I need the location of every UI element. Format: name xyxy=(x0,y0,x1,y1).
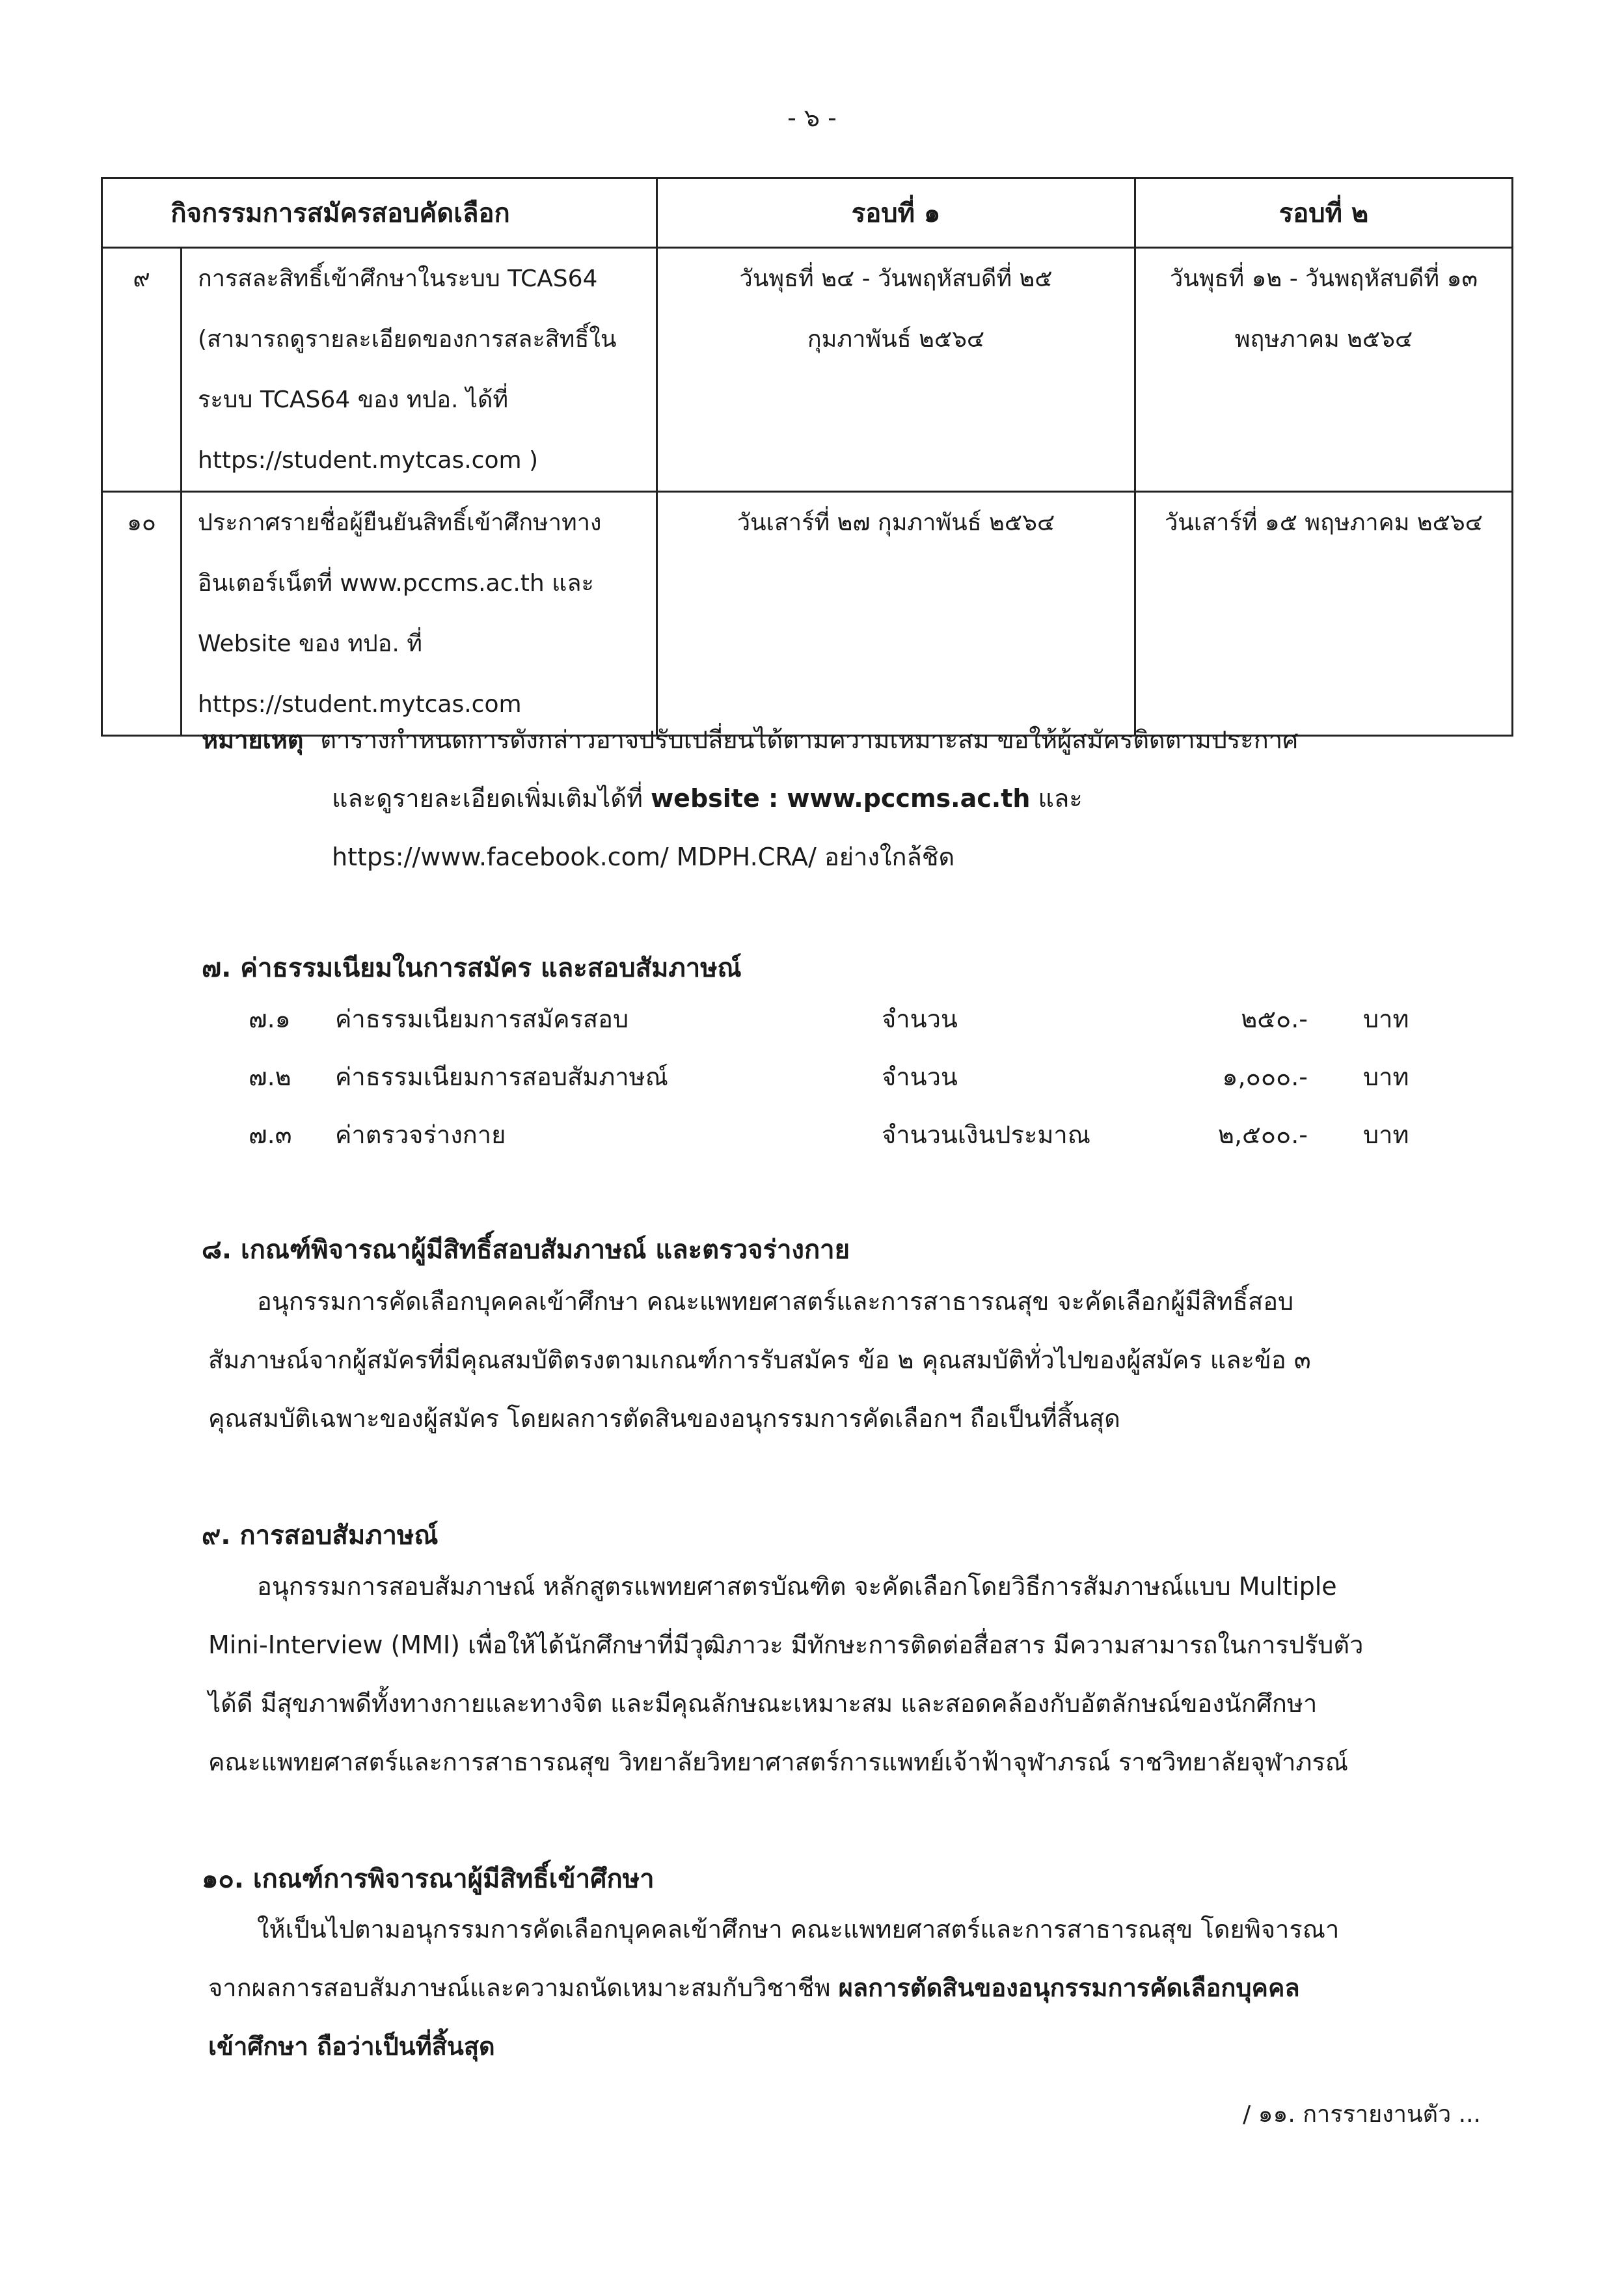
fee-unit: บาท xyxy=(1363,1063,1409,1091)
table-header-row xyxy=(102,178,1513,248)
round2-cell xyxy=(1135,492,1513,736)
activity-cell xyxy=(182,492,657,736)
body-line: Mini-Interview (MMI) เพื่อให้ได้นักศึกษาที่มีวุฒิภาวะ มีทักษะการติดต่อสื่อสาร มีความสามารถในการปรับตัว xyxy=(208,1631,1364,1659)
fee-code: ๗.๒ xyxy=(249,1063,291,1091)
row-number xyxy=(102,248,182,492)
body-line xyxy=(208,1959,1464,2017)
fee-label: จำนวน xyxy=(882,1005,958,1033)
header-activity: กิจกรรมการสมัครสอบคัดเลือก xyxy=(102,178,657,248)
activity-line: ประกาศรายชื่อผู้ยืนยันสิทธิ์เข้าศึกษาทาง xyxy=(198,509,602,536)
body-line: อนุกรรมการคัดเลือกบุคคลเข้าศึกษา คณะแพทยศาสตร์และการสาธารณสุข จะคัดเลือกผู้มีสิทธิ์สอบ xyxy=(257,1287,1294,1316)
fee-amount: ๒๕๐.- xyxy=(1241,1005,1308,1033)
round2-line: วันเสาร์ที่ ๑๕ พฤษภาคม ๒๕๖๔ xyxy=(1165,509,1483,536)
body-line: คณะแพทยศาสตร์และการสาธารณสุข วิทยาลัยวิทยาศาสตร์การแพทย์เจ้าฟ้าจุฬาภรณ์ ราชวิทยาลัยจุฬาภรณ์ xyxy=(208,1748,1349,1776)
fee-code: ๗.๓ xyxy=(249,1120,292,1149)
note-text: และ xyxy=(1030,784,1083,813)
note-line xyxy=(202,769,1298,828)
page-number: - ๖ - xyxy=(787,103,837,132)
activity-cell xyxy=(182,248,657,492)
section8-heading: ๘. เกณฑ์พิจารณาผู้มีสิทธิ์สอบสัมภาษณ์ และตรวจร่างกาย xyxy=(202,1235,850,1265)
body-bold-text: เข้าศึกษา ถือว่าเป็นที่สิ้นสุด xyxy=(208,2032,495,2061)
fee-amount: ๒,๕๐๐.- xyxy=(1217,1120,1308,1149)
note-line xyxy=(202,711,1298,769)
section10-heading: ๑๐. เกณฑ์การพิจารณาผู้มีสิทธิ์เข้าศึกษา xyxy=(202,1864,655,1894)
fee-label: จำนวน xyxy=(882,1063,958,1091)
note-text: ตารางกำหนดการดังกล่าวอาจปรับเปลี่ยนได้ตามความเหมาะสม ขอให้ผู้สมัครติดตามประกาศ xyxy=(320,725,1299,754)
round2-line: วันพุธที่ ๑๒ - วันพฤหัสบดีที่ ๑๓ xyxy=(1169,265,1478,292)
note-label: หมายเหตุ xyxy=(202,725,304,754)
fee-amount: ๑,๐๐๐.- xyxy=(1222,1063,1308,1091)
fee-label: จำนวนเงินประมาณ xyxy=(882,1120,1090,1149)
schedule-table xyxy=(101,177,1513,737)
body-line: คุณสมบัติเฉพาะของผู้สมัคร โดยผลการตัดสินของอนุกรรมการคัดเลือกฯ ถือเป็นที่สิ้นสุด xyxy=(208,1404,1120,1433)
activity-line: Website ของ ทปอ. ที่ xyxy=(198,630,423,657)
round1-cell xyxy=(657,248,1135,492)
note-website: website : www.pccms.ac.th xyxy=(651,784,1031,813)
table-row xyxy=(102,492,1513,736)
note-block xyxy=(202,711,1298,886)
body-text: จากผลการสอบสัมภาษณ์และความถนัดเหมาะสมกับวิชาชีพ xyxy=(208,1973,839,2002)
header-round1: รอบที่ ๑ xyxy=(657,178,1135,248)
round1-line: วันพุธที่ ๒๔ - วันพฤหัสบดีที่ ๒๕ xyxy=(739,265,1053,292)
body-line: ให้เป็นไปตามอนุกรรมการคัดเลือกบุคคลเข้าศึกษา คณะแพทยศาสตร์และการสาธารณสุข โดยพิจารณา xyxy=(257,1915,1340,1944)
activity-line: ระบบ TCAS64 ของ ทปอ. ได้ที่ xyxy=(198,386,509,413)
header-round2: รอบที่ ๒ xyxy=(1135,178,1513,248)
section9-body xyxy=(208,1557,1464,1791)
activity-line: (สามารถดูรายละเอียดของการสละสิทธิ์ใน xyxy=(198,326,617,353)
round1-line: วันเสาร์ที่ ๒๗ กุมภาพันธ์ ๒๕๖๔ xyxy=(737,509,1055,536)
row-number-text: ๑๐ xyxy=(127,509,156,536)
section9-heading: ๙. การสอบสัมภาษณ์ xyxy=(202,1521,439,1551)
continuation-footer: / ๑๑. การรายงานตัว ... xyxy=(1243,2101,1481,2128)
fee-code: ๗.๑ xyxy=(249,1005,291,1033)
round2-line: พฤษภาคม ๒๕๖๔ xyxy=(1234,326,1413,353)
body-line: สัมภาษณ์จากผู้สมัครที่มีคุณสมบัติตรงตามเกณฑ์การรับสมัคร ข้อ ๒ คุณสมบัติทั่วไปของผู้สมัคร และข้อ ๓ xyxy=(208,1346,1311,1374)
round2-cell xyxy=(1135,248,1513,492)
body-line: ได้ดี มีสุขภาพดีทั้งทางกายและทางจิต และมีคุณลักษณะเหมาะสม และสอดคล้องกับอัตลักษณ์ของนักศึกษา xyxy=(208,1689,1318,1718)
table-row xyxy=(102,248,1513,492)
fee-name: ค่าธรรมเนียมการสอบสัมภาษณ์ xyxy=(335,1063,668,1091)
fee-name: ค่าธรรมเนียมการสมัครสอบ xyxy=(335,1005,629,1033)
note-text: https://www.facebook.com/ MDPH.CRA/ อย่างใกล้ชิด xyxy=(332,843,955,871)
row-number xyxy=(102,492,182,736)
section10-body xyxy=(208,1900,1464,2076)
section8-body xyxy=(208,1272,1464,1448)
round1-cell xyxy=(657,492,1135,736)
fee-unit: บาท xyxy=(1363,1005,1409,1033)
section7-heading: ๗. ค่าธรรมเนียมในการสมัคร และสอบสัมภาษณ์ xyxy=(202,953,742,983)
activity-line: การสละสิทธิ์เข้าศึกษาในระบบ TCAS64 xyxy=(198,265,598,292)
round1-line: กุมภาพันธ์ ๒๕๖๔ xyxy=(807,326,985,353)
fee-name: ค่าตรวจร่างกาย xyxy=(335,1120,506,1149)
note-line xyxy=(202,828,1298,886)
activity-line: https://student.mytcas.com ) xyxy=(198,447,539,474)
body-bold-text: ผลการตัดสินของอนุกรรมการคัดเลือกบุคคล xyxy=(838,1973,1300,2002)
activity-line: อินเตอร์เน็ตที่ www.pccms.ac.th และ xyxy=(198,570,594,597)
row-number-text: ๙ xyxy=(133,265,150,292)
note-text: และดูรายละเอียดเพิ่มเติมได้ที่ xyxy=(332,784,651,813)
fee-unit: บาท xyxy=(1363,1120,1409,1149)
body-line xyxy=(208,2017,1464,2076)
body-line: อนุกรรมการสอบสัมภาษณ์ หลักสูตรแพทยศาสตรบัณฑิต จะคัดเลือกโดยวิธีการสัมภาษณ์แบบ Multiple xyxy=(257,1572,1337,1601)
activity-line: https://student.mytcas.com xyxy=(198,691,522,718)
